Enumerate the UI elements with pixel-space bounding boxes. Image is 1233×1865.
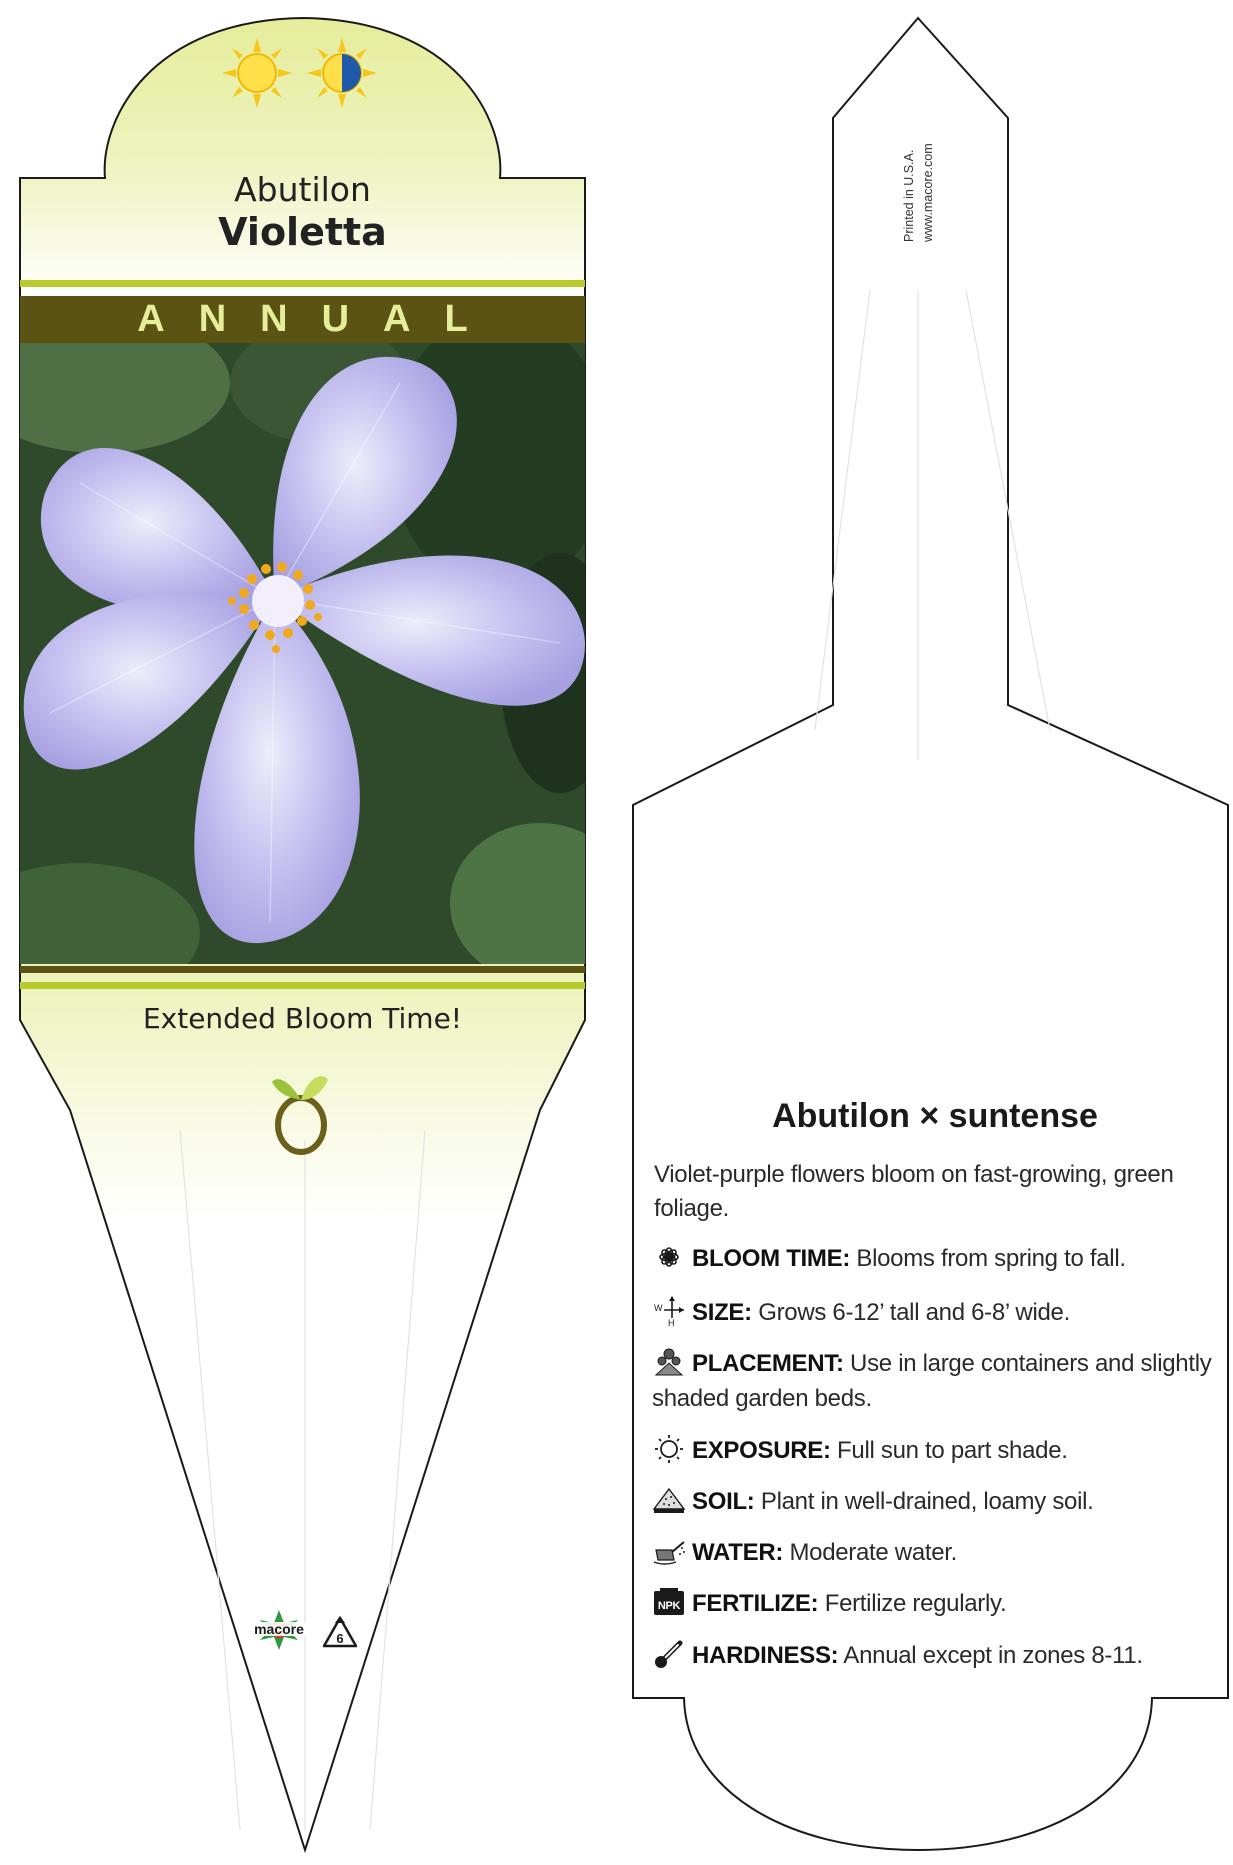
npk-text: NPK — [657, 1600, 681, 1612]
attr-size — [652, 1295, 1212, 1330]
fertilize-label: FERTILIZE: — [692, 1590, 819, 1617]
attr-placement — [652, 1346, 1212, 1416]
tagline: Extended Bloom Time! — [142, 1002, 463, 1035]
hardiness-label: HARDINESS: — [692, 1642, 839, 1669]
category-label: ANNUAL — [137, 298, 502, 340]
recycle-number: 6 — [336, 1631, 344, 1646]
size-arrows-icon — [652, 1296, 688, 1326]
hardiness-text: Annual except in zones 8-11. — [843, 1642, 1143, 1669]
size-label: SIZE: — [692, 1299, 752, 1326]
npk-icon — [652, 1587, 688, 1617]
sun-outline-icon — [652, 1434, 688, 1464]
back-tag-outline — [633, 18, 1228, 1850]
water-text: Moderate water. — [789, 1539, 958, 1566]
recycle-6-icon — [320, 1614, 360, 1654]
placement-label: PLACEMENT: — [692, 1350, 844, 1377]
bloom-time-label: BLOOM TIME: — [692, 1245, 851, 1272]
attr-fertilize — [652, 1586, 1212, 1621]
fertilize-text: Fertilize regularly. — [824, 1590, 1007, 1617]
bottom-stripe — [20, 982, 585, 989]
size-h: H — [668, 1318, 675, 1326]
water-label: WATER: — [692, 1539, 784, 1566]
back-description: Violet-purple flowers bloom on fast-growing, green foliage. — [654, 1161, 1174, 1222]
exposure-text: Full sun to part shade. — [837, 1437, 1068, 1464]
front-genus: Abutilon — [234, 170, 371, 209]
printed-credit — [900, 92, 960, 242]
macore-logo-icon — [244, 1606, 314, 1662]
top-stripe — [20, 280, 585, 287]
printed-line-2: www.macore.com — [921, 143, 935, 242]
exposure-label: EXPOSURE: — [692, 1437, 831, 1464]
full-sun-icon — [222, 38, 292, 108]
soil-icon — [652, 1485, 688, 1515]
placement-text: Use in large containers and slightly shaded garden beds. — [652, 1350, 1212, 1412]
attr-water — [652, 1535, 1212, 1570]
front-cultivar: Violetta — [218, 210, 387, 254]
attr-soil — [652, 1484, 1212, 1519]
size-w: W — [654, 1303, 663, 1313]
soil-label: SOIL: — [692, 1488, 755, 1515]
attr-hardiness — [652, 1638, 1212, 1673]
size-text: Grows 6-12’ tall and 6-8’ wide. — [758, 1299, 1070, 1326]
part-shade-sun-icon — [307, 38, 377, 108]
printed-line-1: Printed in U.S.A. — [902, 149, 916, 242]
attr-exposure — [652, 1433, 1212, 1468]
flower-icon — [652, 1242, 688, 1272]
category-band — [20, 296, 585, 343]
sprout-logo-icon — [268, 1068, 334, 1156]
flower-photo — [20, 343, 585, 964]
attr-bloom-time — [652, 1241, 1212, 1276]
brand-text: macore — [254, 1621, 304, 1637]
soil-text: Plant in well-drained, loamy soil. — [760, 1488, 1094, 1515]
thermometer-icon — [652, 1639, 688, 1669]
bottom-stripe-dark — [20, 966, 585, 973]
back-title: Abutilon × suntense — [772, 1097, 1098, 1135]
watering-can-icon — [652, 1536, 688, 1566]
placement-icon — [652, 1347, 688, 1377]
bloom-time-text: Blooms from spring to fall. — [856, 1245, 1126, 1272]
